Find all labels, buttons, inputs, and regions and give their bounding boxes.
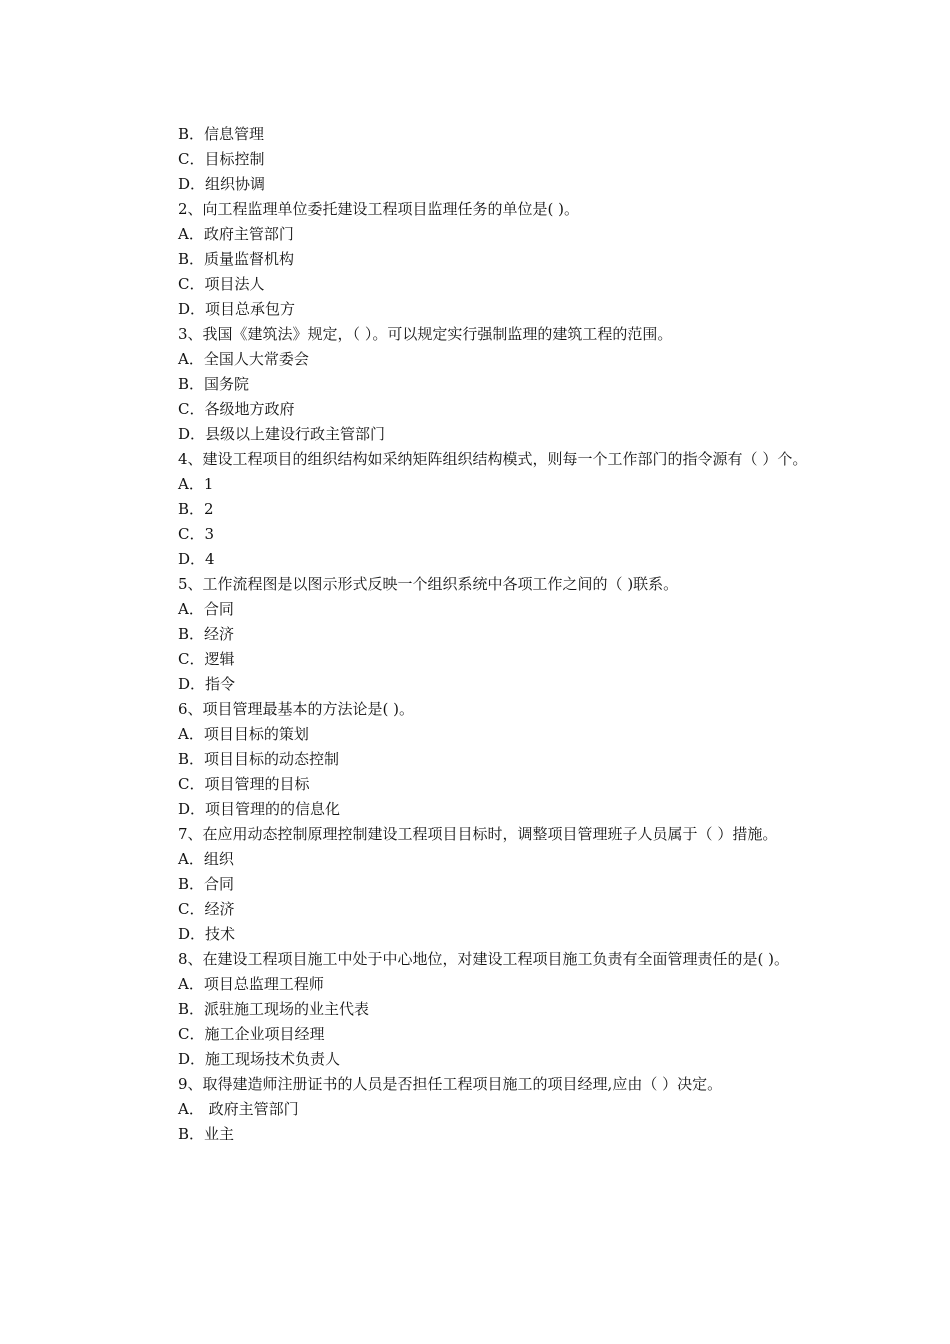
question-text: 7、在应用动态控制原理控制建设工程项目目标时，调整项目管理班子人员属于（ ）措施。 bbox=[178, 825, 778, 843]
question-text: 5、工作流程图是以图示形式反映一个组织系统中各项工作之间的（ )联系。 bbox=[178, 575, 679, 593]
answer-option: C．各级地方政府 bbox=[178, 400, 295, 418]
answer-option: A．组织 bbox=[178, 850, 234, 868]
answer-option: C．目标控制 bbox=[178, 150, 265, 168]
answer-option: D．县级以上建设行政主管部门 bbox=[178, 425, 386, 443]
answer-option: A．全国人大常委会 bbox=[178, 350, 309, 368]
answer-option: A．项目目标的策划 bbox=[178, 725, 309, 743]
answer-option: B．质量监督机构 bbox=[178, 250, 295, 268]
answer-option: B．信息管理 bbox=[178, 125, 265, 143]
answer-option: B．业主 bbox=[178, 1125, 235, 1143]
answer-option: D．项目总承包方 bbox=[178, 300, 296, 318]
answer-option: B．国务院 bbox=[178, 375, 250, 393]
question-text: 4、建设工程项目的组织结构如采纳矩阵组织结构模式，则每一个工作部门的指令源有（ ）个。 bbox=[178, 450, 808, 468]
answer-option: D．施工现场技术负责人 bbox=[178, 1050, 341, 1068]
answer-option: D．指令 bbox=[178, 675, 236, 693]
answer-option: C．3 bbox=[178, 525, 215, 543]
answer-option: A．合同 bbox=[178, 600, 234, 618]
answer-option: C．经济 bbox=[178, 900, 235, 918]
answer-option: A．项目总监理工程师 bbox=[178, 975, 324, 993]
question-text: 9、取得建造师注册证书的人员是否担任工程项目施工的项目经理,应由（ ）决定。 bbox=[178, 1075, 723, 1093]
answer-option: C．施工企业项目经理 bbox=[178, 1025, 325, 1043]
document-body bbox=[0, 122, 950, 1147]
answer-option: B．2 bbox=[178, 500, 214, 518]
question-text: 2、向工程监理单位委托建设工程项目监理任务的单位是( )。 bbox=[178, 200, 580, 218]
answer-option: A．政府主管部门 bbox=[178, 225, 294, 243]
answer-option: B．派驻施工现场的业主代表 bbox=[178, 1000, 370, 1018]
answer-option: C．项目管理的目标 bbox=[178, 775, 310, 793]
answer-option: A．1 bbox=[178, 475, 214, 493]
answer-option: D．技术 bbox=[178, 925, 236, 943]
answer-option: B．经济 bbox=[178, 625, 235, 643]
question-text: 3、我国《建筑法》规定，（ ）。可以规定实行强制监理的建筑工程的范围。 bbox=[178, 325, 673, 343]
answer-option: A． 政府主管部门 bbox=[178, 1100, 299, 1118]
answer-option: C．项目法人 bbox=[178, 275, 265, 293]
answer-option: B．项目目标的动态控制 bbox=[178, 750, 340, 768]
question-text: 8、在建设工程项目施工中处于中心地位，对建设工程项目施工负责有全面管理责任的是( )。 bbox=[178, 950, 790, 968]
answer-option: D．项目管理的的信息化 bbox=[178, 800, 341, 818]
answer-option: D．组织协调 bbox=[178, 175, 266, 193]
answer-option: D．4 bbox=[178, 550, 215, 568]
answer-option: C．逻辑 bbox=[178, 650, 235, 668]
answer-option: B．合同 bbox=[178, 875, 235, 893]
question-text: 6、项目管理最基本的方法论是( )。 bbox=[178, 700, 415, 718]
